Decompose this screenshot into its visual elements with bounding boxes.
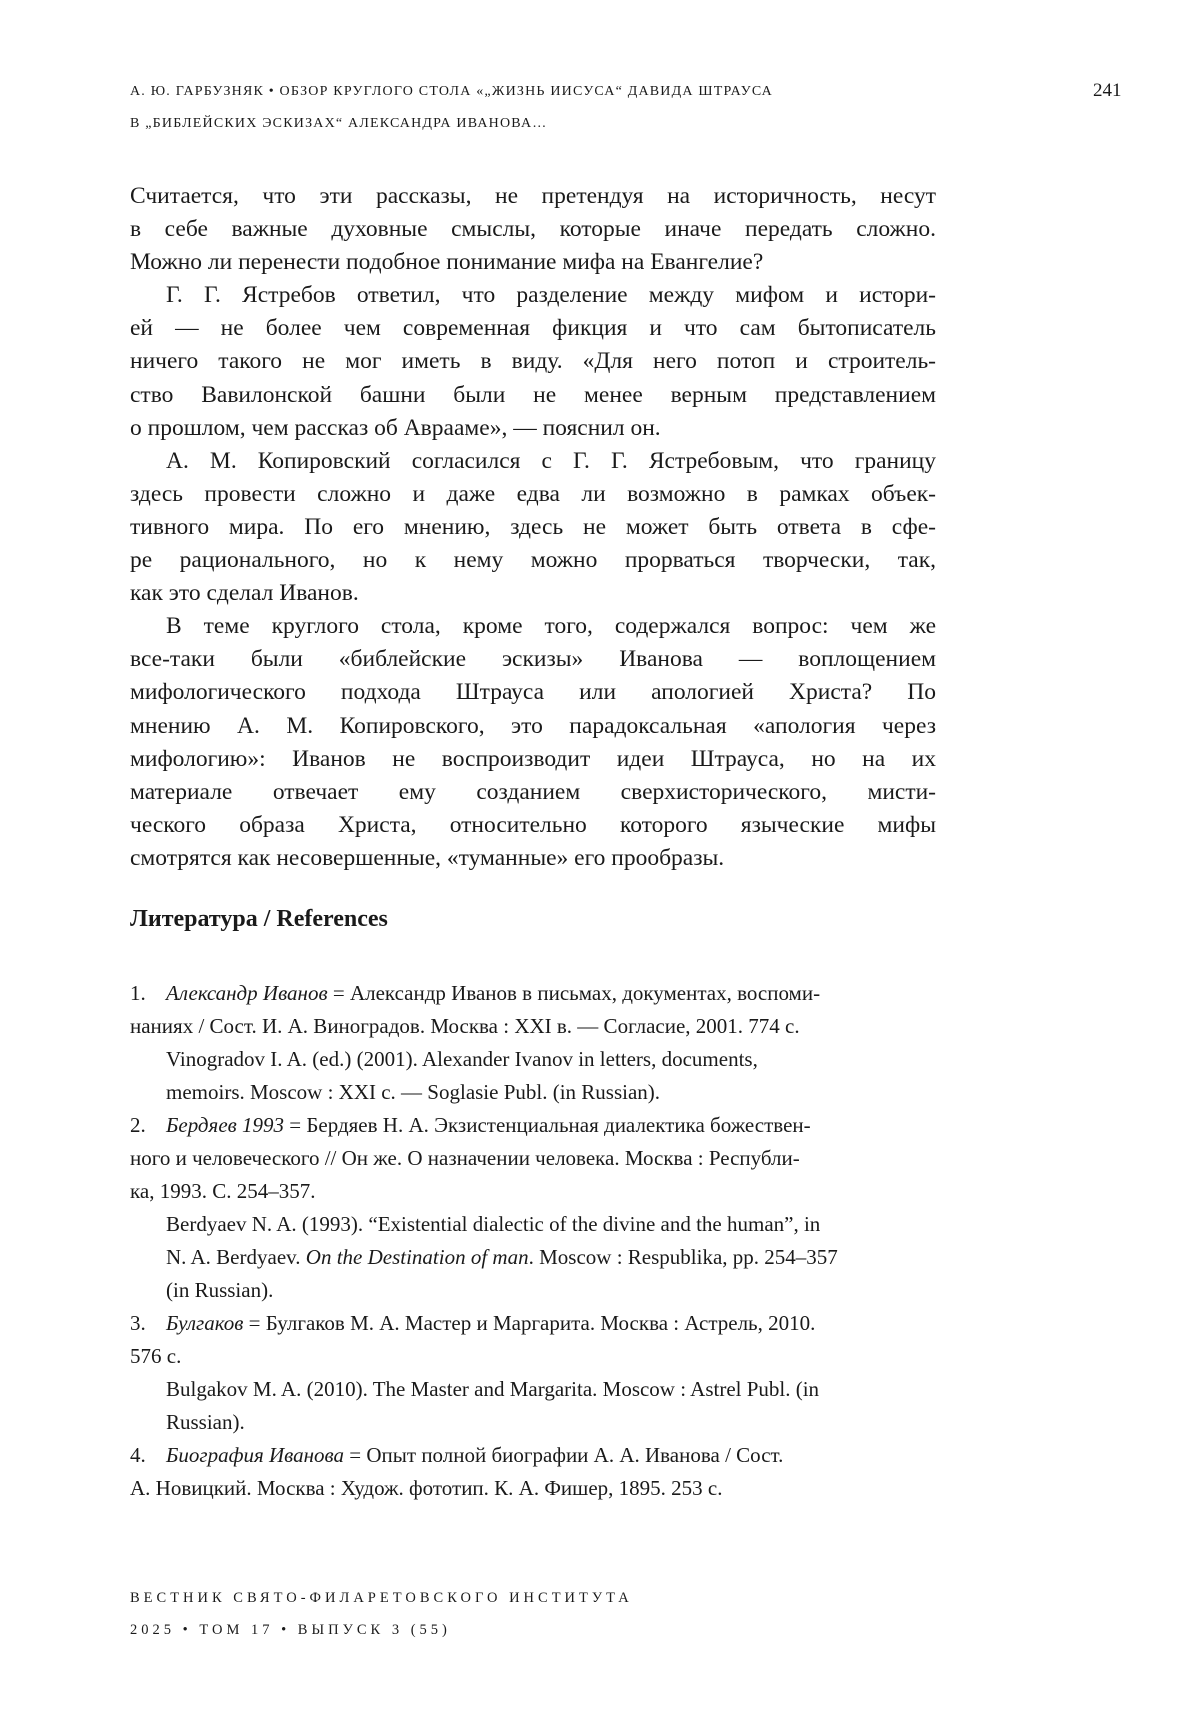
paragraph (130, 279, 936, 444)
reference-line (130, 1472, 936, 1505)
reference-text: ка, 1993. С. 254–357. (130, 1179, 315, 1203)
equals-sign: = (344, 1443, 366, 1467)
reference-number: 1. (130, 977, 166, 1010)
references-heading: Литература / References (130, 906, 388, 933)
body-text (130, 180, 936, 875)
book-title: On the Destination of man (306, 1245, 529, 1269)
text-line: А. М. Копировский согласился с Г. Г. Ястребовым, что границу (130, 445, 936, 478)
reference-number: 2. (130, 1109, 166, 1142)
running-header-line-2: В „БИБЛЕЙСКИХ ЭСКИЗАХ“ АЛЕКСАНДРА ИВАНОВА… (130, 116, 547, 132)
text-line: В теме круглого стола, кроме того, содержался вопрос: чем же (130, 610, 936, 643)
page-number: 241 (1093, 80, 1122, 102)
reference-line (130, 1010, 936, 1043)
reference-translit-line: Bulgakov M. A. (2010). The Master and Margarita. Moscow : Astrel Publ. (in (130, 1373, 936, 1406)
text-line: о прошлом, чем рассказ об Аврааме», — пояснил он. (130, 412, 936, 445)
reference-key: Бердяев 1993 (166, 1113, 284, 1137)
reference-number: 4. (130, 1439, 166, 1472)
reference-line (130, 1142, 936, 1175)
reference-text: наниях / Сост. И. А. Виноградов. Москва : XXI в. — Согласие, 2001. 774 с. (130, 1014, 800, 1038)
text: N. A. Berdyaev. (166, 1245, 306, 1269)
text-line: тивного мира. По его мнению, здесь не может быть ответа в сфе- (130, 511, 936, 544)
journal-issue: 2025 • ТОМ 17 • ВЫПУСК 3 (55) (130, 1622, 451, 1639)
reference-text: А. Новицкий. Москва : Худож. фототип. К. А. Фишер, 1895. 253 с. (130, 1476, 722, 1500)
reference-line (130, 1439, 936, 1472)
reference-number: 3. (130, 1307, 166, 1340)
text-line: Можно ли перенести подобное понимание мифа на Евангелие? (130, 246, 936, 279)
text-line: Г. Г. Ястребов ответил, что разделение между мифом и истори- (130, 279, 936, 312)
equals-sign: = (243, 1311, 265, 1335)
reference-translit-line: Russian). (130, 1406, 936, 1439)
text-line: все-таки были «библейские эскизы» Иванова — воплощением (130, 643, 936, 676)
reference-key: Биография Иванова (166, 1443, 344, 1467)
text-line: мифологию»: Иванов не воспроизводит идеи Штрауса, но на их (130, 743, 936, 776)
paragraph (130, 445, 936, 610)
reference-line (130, 1307, 936, 1340)
reference-line (130, 1340, 936, 1373)
reference-text: Булгаков М. А. Мастер и Маргарита. Москва : Астрель, 2010. (266, 1311, 816, 1335)
reference-translit-line (130, 1241, 936, 1274)
reference-text: Александр Иванов в письмах, документах, воспоми- (350, 981, 820, 1005)
text-line: Считается, что эти рассказы, не претендуя на историчность, несут (130, 180, 936, 213)
reference-key: Булгаков (166, 1311, 243, 1335)
text-line: ческого образа Христа, относительно которого языческие мифы (130, 809, 936, 842)
text-line: в себе важные духовные смыслы, которые иначе передать сложно. (130, 213, 936, 246)
paragraph (130, 610, 936, 875)
text-line: ство Вавилонской башни были не менее верным представлением (130, 379, 936, 412)
reference-item (130, 977, 936, 1109)
reference-translit-line: Vinogradov I. A. (ed.) (2001). Alexander Ivanov in letters, documents, (130, 1043, 936, 1076)
text-line: ре рационального, но к нему можно прорваться творчески, так, (130, 544, 936, 577)
text-line: мнению А. М. Копировского, это парадоксальная «апология через (130, 710, 936, 743)
reference-text: Опыт полной биографии А. А. Иванова / Сост. (366, 1443, 783, 1467)
text: . Moscow : Respublika, pp. 254–357 (529, 1245, 838, 1269)
text-line: материале отвечает ему созданием сверхисторического, мисти- (130, 776, 936, 809)
reference-translit-line: Berdyaev N. A. (1993). “Existential dialectic of the divine and the human”, in (130, 1208, 936, 1241)
reference-item (130, 1439, 936, 1505)
equals-sign: = (328, 981, 350, 1005)
text-line: смотрятся как несовершенные, «туманные» его прообразы. (130, 842, 936, 875)
text-line: как это сделал Иванов. (130, 577, 936, 610)
reference-line (130, 1175, 936, 1208)
reference-text: 576 с. (130, 1344, 181, 1368)
reference-translit-line: memoirs. Moscow : XXI c. — Soglasie Publ. (in Russian). (130, 1076, 936, 1109)
paragraph (130, 180, 936, 279)
reference-line (130, 1109, 936, 1142)
running-header-line-1: А. Ю. ГАРБУЗНЯК • ОБЗОР КРУГЛОГО СТОЛА «„ЖИЗНЬ ИИСУСА“ ДАВИДА ШТРАУСА (130, 84, 773, 100)
reference-key: Александр Иванов (166, 981, 328, 1005)
references-list (130, 977, 936, 1505)
reference-translit-line: (in Russian). (130, 1274, 936, 1307)
text-line: мифологического подхода Штрауса или апологией Христа? По (130, 676, 936, 709)
equals-sign: = (284, 1113, 306, 1137)
reference-item (130, 1307, 936, 1439)
journal-name: ВЕСТНИК СВЯТО-ФИЛАРЕТОВСКОГО ИНСТИТУТА (130, 1590, 633, 1607)
text-line: ничего такого не мог иметь в виду. «Для него потоп и строитель- (130, 345, 936, 378)
reference-text: Бердяев Н. А. Экзистенциальная диалектика божествен- (306, 1113, 810, 1137)
reference-item (130, 1109, 936, 1307)
text-line: здесь провести сложно и даже едва ли возможно в рамках объек- (130, 478, 936, 511)
reference-text: ного и человеческого // Он же. О назначении человека. Москва : Республи- (130, 1146, 800, 1170)
text-line: ей — не более чем современная фикция и что сам бытописатель (130, 312, 936, 345)
reference-line (130, 977, 936, 1010)
